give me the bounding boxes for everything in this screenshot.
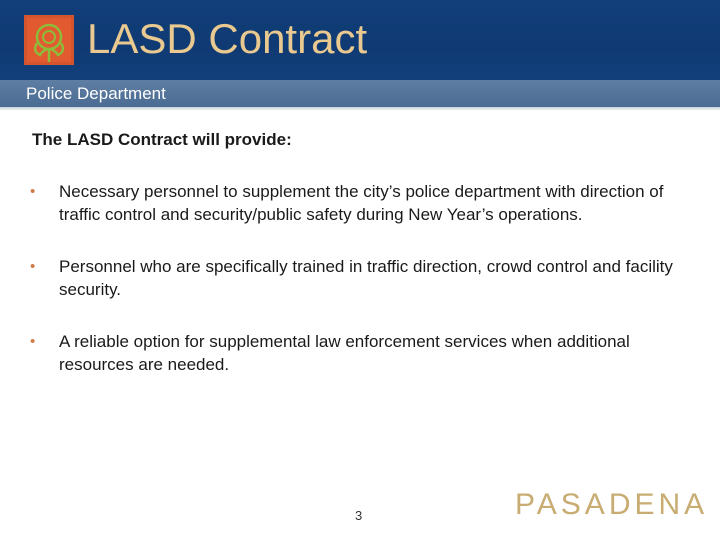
rose-logo-icon [24, 15, 74, 65]
subtitle-shadow [0, 107, 720, 111]
bullet-list [30, 181, 690, 376]
bullet-text: Personnel who are specifically trained in traffic direction, crowd control and facility security. [59, 257, 673, 299]
list-item [30, 256, 690, 301]
pasadena-logo: PASADENA [515, 488, 709, 521]
page-number: 3 [355, 508, 363, 523]
bullet-icon: • [30, 333, 36, 350]
list-item [30, 331, 690, 376]
subtitle-bar [0, 80, 720, 107]
header-bar [0, 0, 720, 80]
bullet-text: A reliable option for supplemental law enforcement services when additional resources are needed. [59, 332, 630, 374]
list-item [30, 181, 690, 226]
bullet-icon: • [30, 258, 36, 275]
intro-heading: The LASD Contract will provide: [32, 130, 292, 149]
bullet-icon: • [30, 183, 36, 200]
bullet-text: Necessary personnel to supplement the city’s police department with direction of traffic control and security/public safety during New Year’s operations. [59, 182, 664, 224]
page-subtitle: Police Department [26, 84, 166, 103]
page-title: LASD Contract [87, 15, 368, 62]
